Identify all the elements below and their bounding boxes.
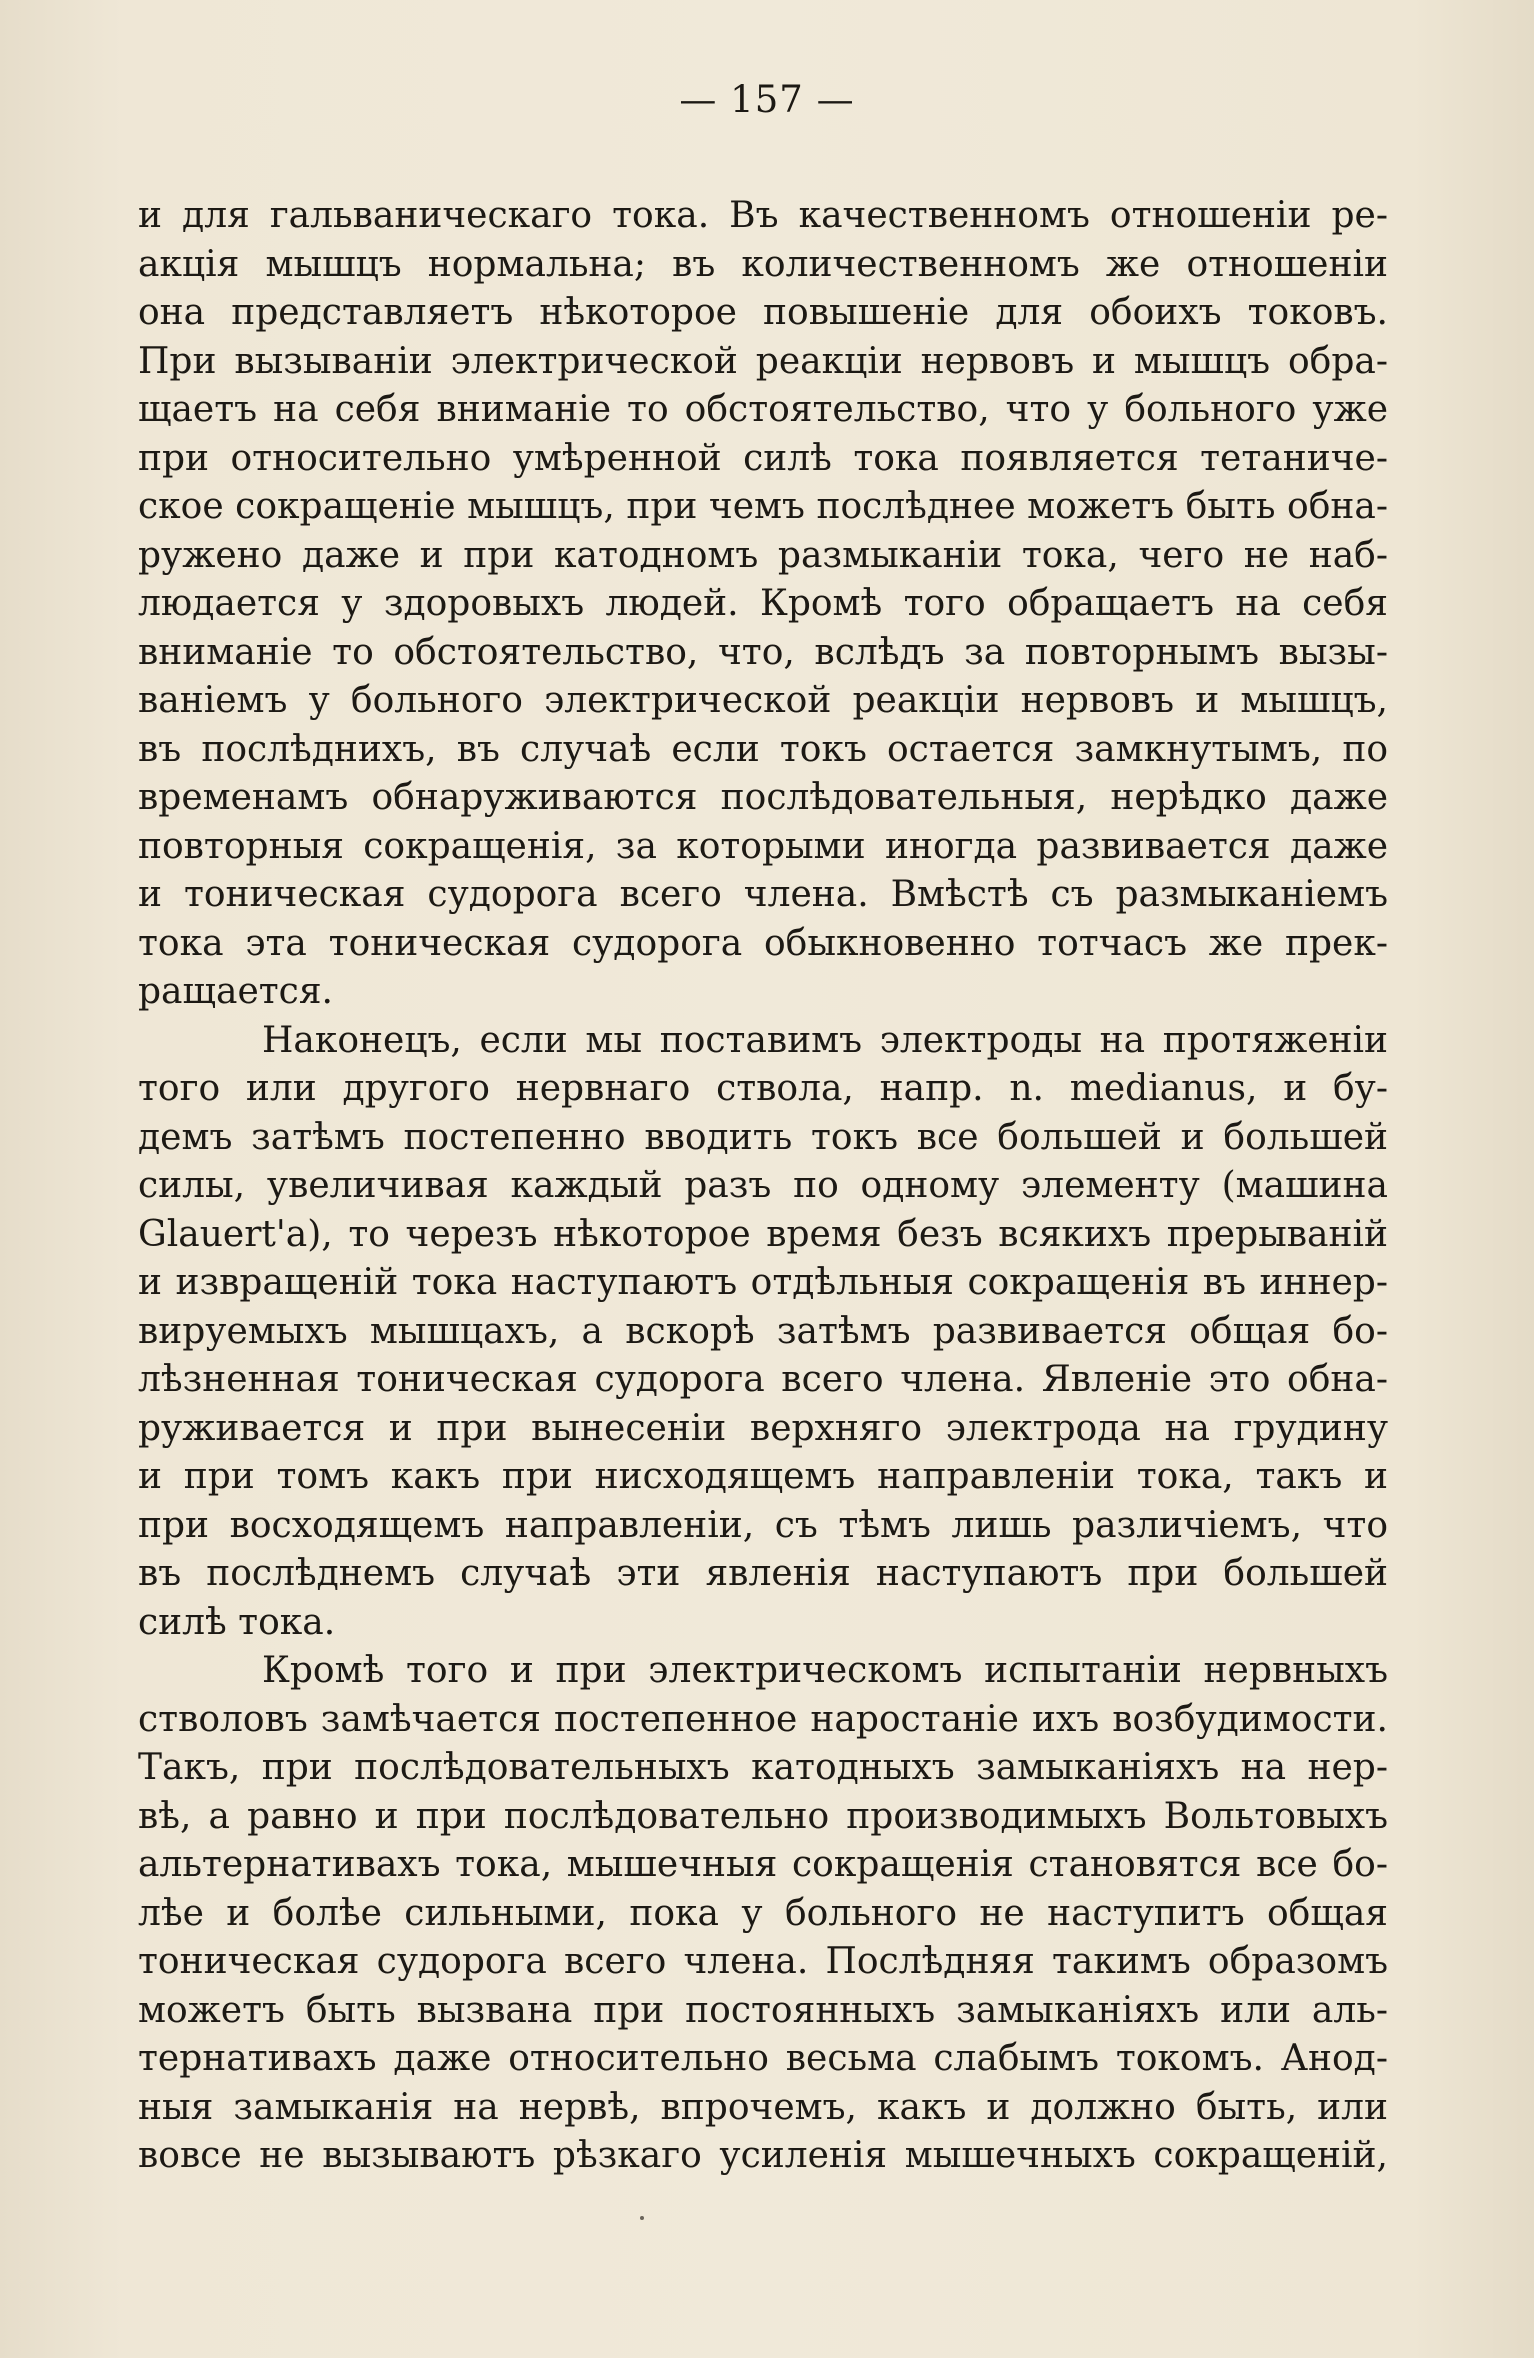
text-line: вируемыхъ мышцахъ, а вскорѣ затѣмъ развивается общая бо- (138, 1310, 1388, 1352)
text-line: тоническая судорога всего члена. Послѣдняя такимъ образомъ (138, 1941, 1388, 1982)
page-number: — 157 — (679, 78, 855, 121)
text-line: вовсе не вызываютъ рѣзкаго усиленiя мышечныхъ сокращенiй, (138, 2135, 1388, 2176)
text-line: она представляетъ нѣкоторое повышенiе для обоихъ токовъ. (138, 292, 1388, 333)
text-line: руживается и при вынесенiи верхняго электрода на грудину (138, 1407, 1388, 1449)
paper-speck (640, 2216, 644, 2220)
text-line: ращается. (138, 971, 333, 1012)
text-line: При вызыванiи электрической реакцiи нервовъ и мышцъ обра- (138, 340, 1388, 382)
text-line: можетъ быть вызвана при постоянныхъ замыканiяхъ или аль- (138, 1989, 1388, 2031)
text-line: при восходящемъ направленiи, съ тѣмъ лишь различiемъ, что (138, 1504, 1388, 1546)
text-line: тока эта тоническая судорога обыкновенно тотчасъ же прек- (138, 922, 1388, 964)
text-line: стволовъ замѣчается постепенное наростанiе ихъ возбудимости. (138, 1698, 1388, 1740)
text-line: въ послѣднемъ случаѣ эти явленiя наступаютъ при большей (138, 1553, 1388, 1594)
text-line: Кромѣ того и при электрическомъ испытанiи нервныхъ (262, 1650, 1388, 1691)
body-text (138, 192, 1388, 2181)
text-line: лѣзненная тоническая судорога всего члена. Явленiе это обна- (138, 1359, 1388, 1400)
text-line: повторныя сокращенiя, за которыми иногда развивается даже (138, 825, 1388, 867)
text-line: людается у здоровыхъ людей. Кромѣ того обращаетъ на себя (138, 583, 1388, 624)
text-line: силы, увеличивая каждый разъ по одному элементу (машина (138, 1165, 1388, 1206)
text-line: альтернативахъ тока, мышечныя сокращенiя становятся все бо- (138, 1844, 1388, 1885)
text-line: при относительно умѣренной силѣ тока появляется тетаниче- (138, 437, 1388, 479)
text-line: ружено даже и при катодномъ размыканiи тока, чего не наб- (138, 534, 1388, 576)
text-line: и для гальваническаго тока. Въ качественномъ отношенiи ре- (138, 195, 1388, 236)
text-line: и извращенiй тока наступаютъ отдѣльныя сокращенiя въ иннер- (138, 1262, 1388, 1303)
text-line: вѣ, а равно и при послѣдовательно производимыхъ Вольтовыхъ (138, 1795, 1388, 1837)
text-line: лѣе и болѣе сильными, пока у больного не наступитъ общая (138, 1892, 1388, 1934)
text-line: Наконецъ, если мы поставимъ электроды на протяженiи (262, 1019, 1388, 1061)
text-line: ское сокращенiе мышцъ, при чемъ послѣднее можетъ быть обна- (138, 486, 1388, 527)
text-line: тернативахъ даже относительно весьма слабымъ токомъ. Анод- (138, 2038, 1388, 2079)
text-line: и при томъ какъ при нисходящемъ направленiи тока, такъ и (138, 1456, 1388, 1497)
text-line: Glauert'а), то черезъ нѣкоторое время безъ всякихъ прерыванiй (138, 1213, 1388, 1255)
text-line: временамъ обнаруживаются послѣдовательныя, нерѣдко даже (138, 777, 1388, 818)
text-line: ванiемъ у больного электрической реакцiи нервовъ и мышцъ, (138, 680, 1388, 721)
text-line: щаетъ на себя вниманiе то обстоятельство, что у больного уже (138, 389, 1388, 430)
text-line: Такъ, при послѣдовательныхъ катодныхъ замыканiяхъ на нер- (138, 1747, 1388, 1788)
text-line: акцiя мышцъ нормальна; въ количественномъ же отношенiи (138, 243, 1388, 285)
text-line: вниманiе то обстоятельство, что, вслѣдъ за повторнымъ вызы- (138, 631, 1388, 673)
text-line: въ послѣднихъ, въ случаѣ если токъ остается замкнутымъ, по (138, 728, 1388, 770)
text-line: и тоническая судорога всего члена. Вмѣстѣ съ размыканiемъ (138, 874, 1388, 915)
text-line: силѣ тока. (138, 1601, 336, 1643)
text-line: ныя замыканiя на нервѣ, впрочемъ, какъ и должно быть, или (138, 2086, 1388, 2128)
text-line: того или другого нервнаго ствола, напр. n. medianus, и бу- (138, 1068, 1388, 1109)
text-line: демъ затѣмъ постепенно вводить токъ все большей и большей (138, 1116, 1388, 1158)
